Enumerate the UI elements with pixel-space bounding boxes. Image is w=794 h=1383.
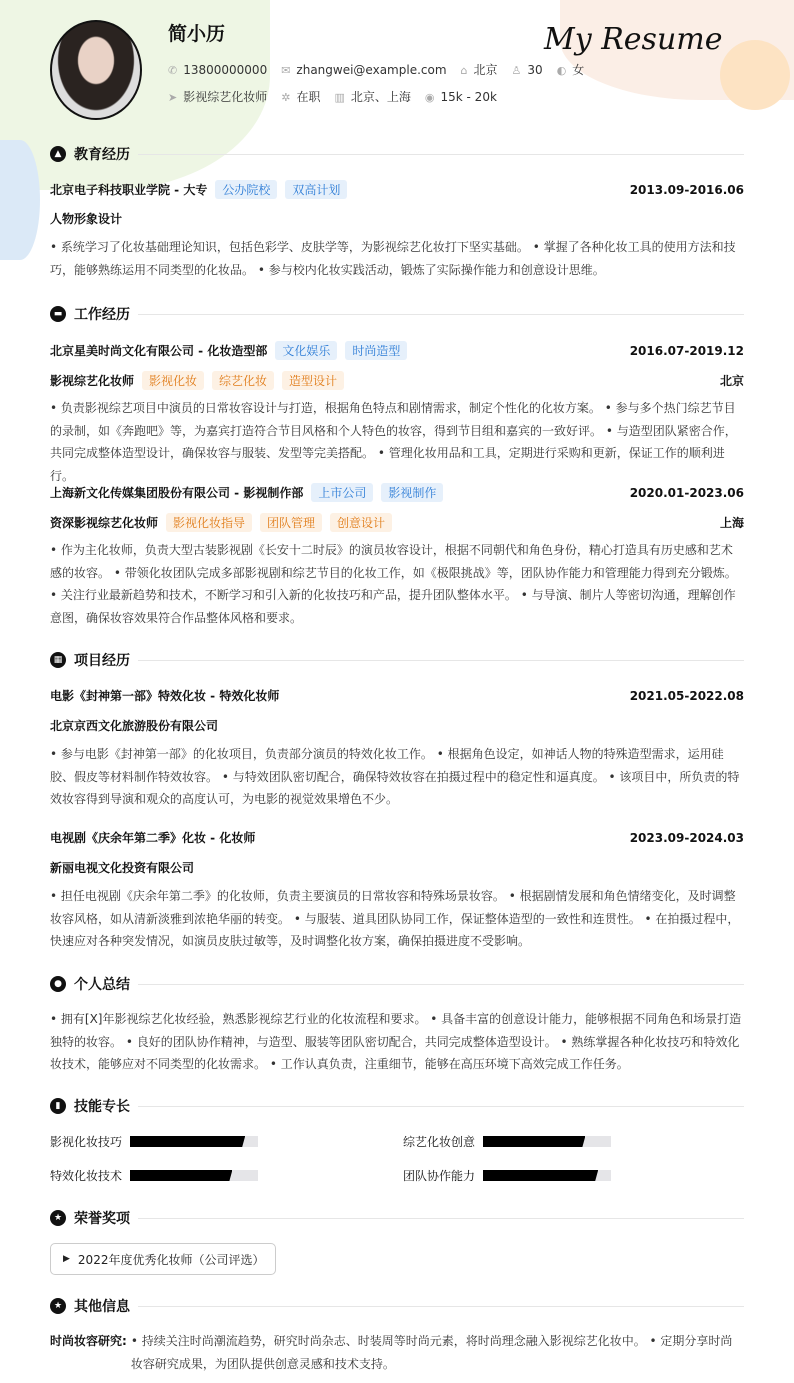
work-role — [50, 371, 744, 390]
skill-tag: 综艺化妆 — [212, 371, 274, 390]
date: 2023.09-2024.03 — [629, 830, 744, 845]
position: 影视综艺化妆师 — [183, 90, 268, 104]
work-header — [50, 341, 744, 360]
user-icon: ● — [50, 976, 66, 992]
divider — [138, 660, 744, 661]
tag: 影视制作 — [381, 483, 443, 502]
tag: 时尚造型 — [345, 341, 407, 360]
award-icon: ★ — [50, 1210, 66, 1226]
divider — [138, 1306, 744, 1307]
status: 在职 — [296, 90, 321, 104]
section-other — [50, 1296, 744, 1316]
work-city: 北京 — [719, 374, 744, 388]
skill-item — [50, 1133, 258, 1150]
contact-row — [168, 61, 584, 78]
company: 北京星美时尚文化有限公司 - 化妆造型部 — [50, 344, 268, 358]
school: 北京电子科技职业学院 - 大专 — [50, 183, 208, 197]
work-header — [50, 483, 744, 502]
education-header — [50, 180, 744, 199]
skill-name: 特效化妆技术 — [50, 1169, 123, 1183]
date: 2013.09-2016.06 — [629, 182, 744, 197]
mail-icon: ✉ — [281, 63, 291, 77]
skill-tag: 创意设计 — [330, 513, 392, 532]
work-role — [50, 513, 744, 532]
major: 人物形象设计 — [50, 212, 123, 226]
project-header — [50, 687, 744, 704]
work-desc: • 作为主化妆师，负责大型古装影视剧《长安十二时辰》的演员妆容设计，根据不同朝代和角色身份，精心打造具有历史感和艺术感的妆容。 • 带领化妆团队完成多部影视剧和综艺节目的化妆工作，如《极限挑战》等，团队协作能力和管理能力得到充分锻炼。 • 关注行业最新趋势和技术，不断学习和引入新的化妆技巧和产品，提升团队整体水平。 • 与导演、制片人等密切沟通，理解创作意图，确保妆容效果符合作品整体风格和要求。 — [50, 543, 737, 625]
project-name: 电视剧《庆余年第二季》化妆 - 化妆师 — [50, 831, 256, 845]
skill-item — [50, 1167, 258, 1184]
phone: 13800000000 — [183, 62, 268, 77]
status-icon: ✲ — [281, 91, 291, 104]
caret-right-icon: ▶ — [63, 1254, 70, 1264]
locations: 北京、上海 — [350, 90, 411, 104]
salary-icon: ◉ — [424, 90, 435, 104]
skill-tag: 影视化妆 — [142, 371, 204, 390]
skill-bar — [130, 1170, 258, 1181]
grid-icon: ▦ — [50, 652, 66, 668]
salary: 15k - 20k — [440, 89, 497, 104]
send-icon: ➤ — [168, 91, 178, 104]
section-title: 其他信息 — [74, 1299, 130, 1315]
skill-tag: 影视化妆指导 — [166, 513, 252, 532]
project-org: 北京京西文化旅游股份有限公司 — [50, 719, 219, 733]
other-desc: • 持续关注时尚潮流趋势，研究时尚杂志、时装周等时尚元素，将时尚理念融入影视综艺化妆中。 • 定期分享时尚妆容研究成果，为团队提供创意灵感和技术支持。 — [130, 1334, 733, 1371]
section-work — [50, 304, 744, 324]
project-name: 电影《封神第一部》特效化妆 - 特效化妆师 — [50, 689, 280, 703]
section-title: 工作经历 — [74, 307, 130, 323]
candidate-name: 简小历 — [168, 23, 226, 45]
briefcase-icon: ▬ — [50, 306, 66, 322]
section-title: 技能专长 — [74, 1099, 130, 1115]
skill-item — [403, 1133, 611, 1150]
role: 影视综艺化妆师 — [50, 374, 135, 388]
project-org: 新丽电视文化投资有限公司 — [50, 861, 195, 875]
my-resume-title: My Resume — [544, 22, 723, 57]
skill-tag: 团队管理 — [260, 513, 322, 532]
city: 北京 — [473, 63, 498, 77]
gender-icon: ◐ — [556, 64, 567, 77]
divider — [138, 1106, 744, 1107]
decor-flower — [720, 40, 790, 110]
decor-leaf — [0, 140, 40, 260]
divider — [138, 1218, 744, 1219]
job-intent-row — [168, 88, 497, 105]
home-icon: ⌂ — [460, 64, 468, 77]
tag: 上市公司 — [311, 483, 373, 502]
section-title: 荣誉奖项 — [74, 1211, 130, 1227]
divider — [138, 984, 744, 985]
avatar — [50, 20, 142, 120]
section-title: 个人总结 — [74, 977, 130, 993]
tag: 双高计划 — [285, 180, 347, 199]
gender: 女 — [572, 63, 585, 77]
section-honors — [50, 1208, 744, 1228]
skill-name: 影视化妆技巧 — [50, 1135, 123, 1149]
education-desc: • 系统学习了化妆基础理论知识，包括色彩学、皮肤学等，为影视综艺化妆打下坚实基础。 • 掌握了各种化妆工具的使用方法和技巧，能够熟练运用不同类型的化妆品。 • 参与校内化妆实践活动，锻炼了实际操作能力和创意设计思维。 — [50, 240, 736, 277]
date: 2016.07-2019.12 — [629, 343, 744, 358]
age-icon: ♙ — [511, 63, 522, 77]
other-item — [50, 1330, 744, 1375]
section-skills — [50, 1096, 744, 1116]
tag: 文化娱乐 — [275, 341, 337, 360]
divider — [138, 154, 744, 155]
skill-name: 团队协作能力 — [403, 1169, 476, 1183]
section-education — [50, 144, 744, 164]
tag: 公办院校 — [215, 180, 277, 199]
email: zhangwei@example.com — [296, 62, 447, 77]
skill-bar — [483, 1136, 611, 1147]
skill-tag: 造型设计 — [282, 371, 344, 390]
skill-bar-fill — [130, 1170, 232, 1181]
bar-chart-icon: ▮ — [50, 1098, 66, 1114]
graduation-cap-icon: ▲ — [50, 146, 66, 162]
work-city: 上海 — [719, 516, 744, 530]
role: 资深影视综艺化妆师 — [50, 516, 159, 530]
divider — [138, 314, 744, 315]
building-icon: ▥ — [334, 91, 345, 104]
date: 2020.01-2023.06 — [629, 485, 744, 500]
section-title: 项目经历 — [74, 653, 130, 669]
skill-bar — [130, 1136, 258, 1147]
age: 30 — [527, 62, 543, 77]
section-title: 教育经历 — [74, 147, 130, 163]
skill-bar-fill — [483, 1170, 598, 1181]
skill-bar — [483, 1170, 611, 1181]
phone-icon: ✆ — [168, 63, 178, 77]
honor-text: 2022年度优秀化妆师（公司评选） — [77, 1252, 265, 1267]
skill-name: 综艺化妆创意 — [403, 1135, 476, 1149]
section-summary — [50, 974, 744, 994]
skill-bar-fill — [130, 1136, 245, 1147]
project-desc: • 参与电影《封神第一部》的化妆项目，负责部分演员的特效化妆工作。 • 根据角色设定，如神话人物的特殊造型需求，运用硅胶、假皮等材料制作特效妆容。 • 与特效团队密切配合，确保特效妆容在拍摄过程中的稳定性和逼真度。 • 该项目中，所负责的特效妆容得到导演和观众的高度认可，为电影的视觉效果增色不少。 — [50, 747, 740, 806]
company: 上海新文化传媒集团股份有限公司 - 影视制作部 — [50, 486, 304, 500]
work-desc: • 负责影视综艺项目中演员的日常妆容设计与打造，根据角色特点和剧情需求，制定个性化的化妆方案。 • 参与多个热门综艺节目的录制，如《奔跑吧》等，为嘉宾打造符合节目风格和个人特色的妆容，得到节目组和嘉宾的一致好评。 • 与造型团队紧密合作，共同完成整体造型设计，确保妆容与服装、发型等完美搭配。 • 管理化妆用品和工具，定期进行采购和更新，保证工作的顺利进行。 — [50, 401, 737, 483]
honor-item[interactable] — [50, 1243, 276, 1275]
other-label: 时尚妆容研究: — [50, 1334, 127, 1348]
project-header — [50, 829, 744, 846]
date: 2021.05-2022.08 — [629, 688, 744, 703]
section-projects — [50, 650, 744, 670]
project-desc: • 担任电视剧《庆余年第二季》的化妆师，负责主要演员的日常妆容和特殊场景妆容。 • 根据剧情发展和角色情绪变化，及时调整妆容风格，如从清新淡雅到浓艳华丽的转变。 • 与服装、道具团队协同工作，保证整体造型的一致性和连贯性。 • 在拍摄过程中，快速应对各种突发情况，如演员皮肤过敏等，及时调整化妆方案，确保拍摄进度不受影响。 — [50, 889, 740, 948]
summary-text: • 拥有[X]年影视综艺化妆经验，熟悉影视综艺行业的化妆流程和要求。 • 具备丰富的创意设计能力，能够根据不同角色和场景打造独特的妆容。 • 良好的团队协作精神，与造型、服装等团队密切配合，共同完成整体造型设计。 • 熟练掌握各种化妆技巧和特效化妆技术，能够应对不同类型的化妆需求。 • 工作认真负责，注重细节，能够在高压环境下高效完成工作任务。 — [50, 1012, 742, 1071]
skill-bar-fill — [483, 1136, 585, 1147]
info-icon: ★ — [50, 1298, 66, 1314]
skill-item — [403, 1167, 611, 1184]
